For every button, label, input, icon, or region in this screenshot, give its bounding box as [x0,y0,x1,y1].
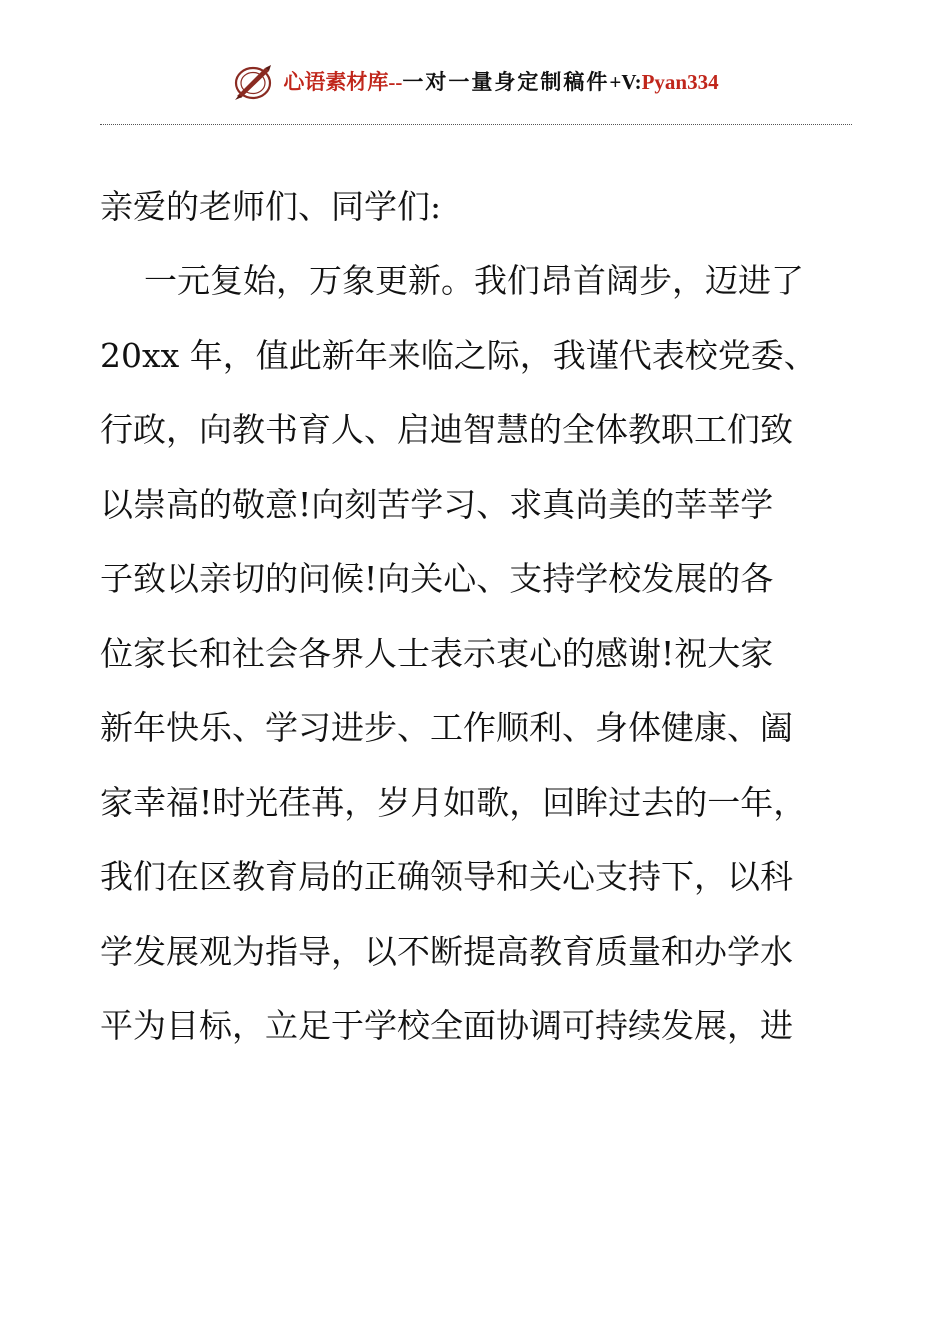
body-line: 一元复始，万象更新。我们昂首阔步，迈进了 [144,261,804,300]
wechat-label: +V: [609,69,642,94]
header-separator: -- [388,69,403,94]
pen-in-circle-logo-icon [231,62,275,102]
body-line: 行政，向教书育人、启迪智慧的全体教职工们致 [100,410,793,449]
page-header [0,62,950,102]
body-line: 以崇高的敬意!向刻苦学习、求真尚美的莘莘学 [100,484,774,524]
header-slogan: 一对一量身定制稿件 [402,69,610,94]
brand-name: 心语素材库 [283,69,389,94]
header-divider [100,124,852,125]
body-line: 学发展观为指导，以不断提高教育质量和办学水 [100,931,793,971]
body-line: 位家长和社会各界人士表示衷心的感谢!祝大家 [100,633,774,673]
body-line: 平为目标，立足于学校全面协调可持续发展，进 [100,1006,793,1045]
body-line: 子致以亲切的问候!向关心、支持学校发展的各 [100,559,774,598]
header-content [231,62,718,102]
header-text [283,69,719,94]
wechat-id: Pyan334 [641,69,719,94]
body-line: 家幸福!时光荏苒，岁月如歌，回眸过去的一年， [100,782,807,822]
body-line: 20xx 年，值此新年来临之际，我谨代表校党委、 [100,335,817,375]
greeting: 亲爱的老师们、同学们: [100,187,442,226]
body-line: 我们在区教育局的正确领导和关心支持下，以科 [100,857,793,896]
document-body [100,170,852,1064]
body-line: 新年快乐、学习进步、工作顺利、身体健康、阖 [100,708,793,747]
